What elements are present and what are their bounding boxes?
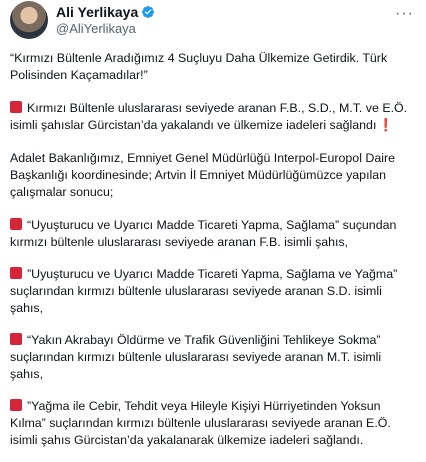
author-handle[interactable]: @AliYerlikaya	[56, 20, 136, 36]
tweet-item-3	[10, 332, 416, 383]
item-3-text: “Yakın Akrabayı Öldürme ve Trafik Güvenliğini Tehlikeye Sokma” suçlarından kırmızı bültenle uluslararası seviyede aranan M.T. isimli şahıs,	[10, 333, 382, 381]
author-name-row	[56, 4, 155, 21]
tweet-item-4	[10, 398, 416, 449]
more-options-icon[interactable]: ···	[395, 5, 414, 22]
tweet-item-2	[10, 266, 416, 317]
avatar[interactable]	[10, 1, 48, 39]
author-info	[56, 4, 155, 37]
tweet-paragraph-1	[10, 100, 416, 134]
red-square-icon	[10, 101, 22, 113]
verified-badge-icon	[141, 5, 155, 19]
item-2-text: ”Uyuşturucu ve Uyarıcı Madde Ticareti Yapma, Sağlama ve Yağma” suçlarından kırmızı bültenle uluslararası seviyede aranan S.D. isimli şahıs,	[10, 267, 398, 315]
tweet-text	[10, 50, 420, 449]
paragraph-1-text: Kırmızı Bültenle uluslararası seviyede aranan F.B., S.D., M.T. ve E.Ö. isimli şahıslar Gürcistan’da yakalandı ve ülkemize iadeleri sağlandı	[10, 101, 408, 132]
author-name[interactable]: Ali Yerlikaya	[56, 3, 139, 20]
red-square-icon	[10, 399, 22, 411]
tweet-paragraph-2: Adalet Bakanlığımız, Emniyet Genel Müdürlüğü Interpol-Europol Daire Başkanlığı koordinesinde; Artvin İl Emniyet Müdürlüğümüzce yapılan çalışmalar sonucu;	[10, 151, 395, 199]
red-square-icon	[10, 333, 22, 345]
tweet-item-1	[10, 217, 416, 251]
tweet-header	[10, 0, 420, 40]
tweet-headline: “Kırmızı Bültenle Aradığımız 4 Suçluyu Daha Ülkemize Getirdik. Türk Polisinden Kaçamadılar!”	[10, 51, 388, 82]
item-4-text: ”Yağma ile Cebir, Tehdit veya Hileyle Kişiyi Hürriyetinden Yoksun Kılma” suçlarından kırmızı bültenle uluslararası seviyede aranan E.Ö. isimli şahıs Gürcistan’da yakalanarak ülkemize iadeleri sağlandı.	[10, 399, 391, 447]
item-1-text: “Uyuşturucu ve Uyarıcı Madde Ticareti Yapma, Sağlama” suçundan kırmızı bültenle uluslararası seviyede aranan F.B. isimli şahıs,	[10, 218, 397, 249]
red-square-icon	[10, 218, 22, 230]
red-square-icon	[10, 267, 22, 279]
exclamation-icon: ❗	[378, 118, 394, 132]
